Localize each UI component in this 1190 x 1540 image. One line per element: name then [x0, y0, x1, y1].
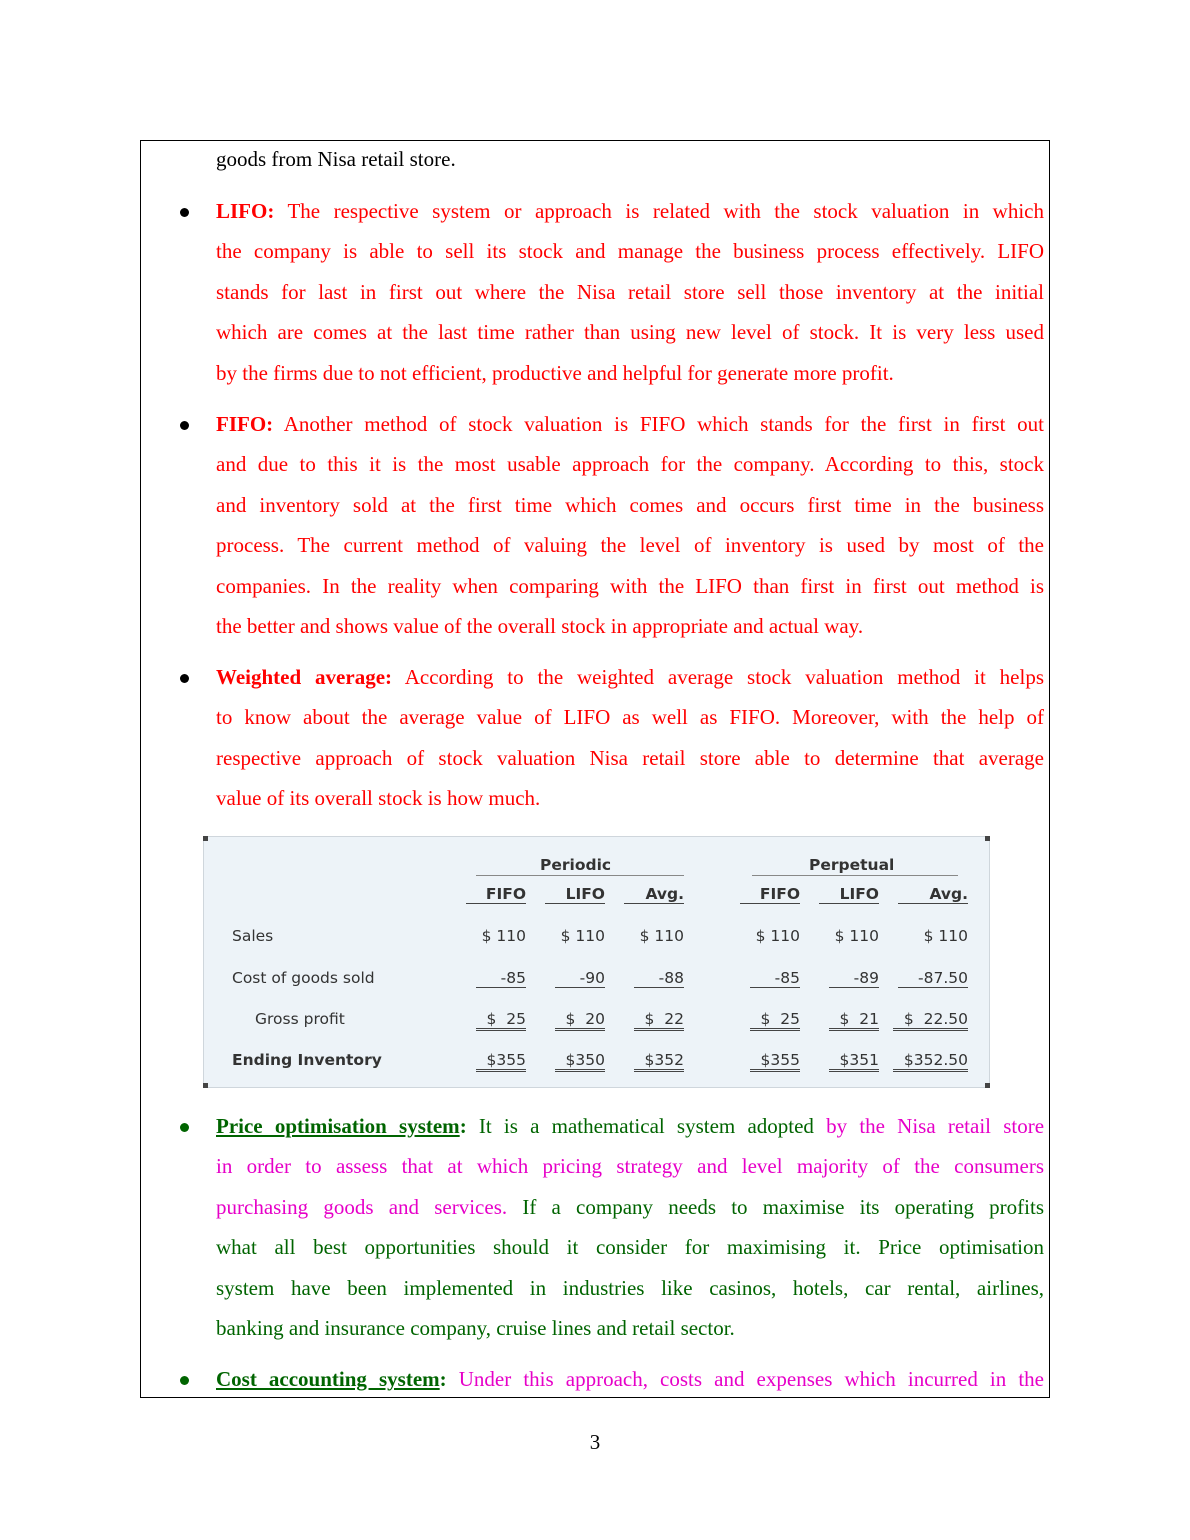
table-cell: $ 110 — [755, 927, 800, 945]
periodic-header: Periodic — [540, 856, 612, 874]
page-frame — [140, 140, 1050, 1398]
table-cell: $ 22 — [634, 1010, 684, 1031]
table-cell: $ 110 — [560, 927, 605, 945]
col-perpetual-fifo: FIFO — [740, 885, 800, 904]
bullet-dot — [180, 1376, 189, 1385]
bullet-dot — [180, 421, 189, 430]
table-cell: $ 25 — [750, 1010, 800, 1031]
figure-corner — [203, 836, 208, 841]
table-cell: -90 — [555, 969, 605, 988]
bullet-dot — [180, 1123, 189, 1132]
cost-accounting-term: Cost accounting system — [216, 1367, 440, 1391]
figure-corner — [203, 1083, 208, 1088]
po-line-6: banking and insurance company, cruise lines and retail sector. — [216, 1316, 735, 1341]
row-label-sales: Sales — [232, 927, 274, 945]
col-periodic-lifo: LIFO — [545, 885, 605, 904]
ca-line-1: Under this approach, costs and expenses which incurred in the — [458, 1367, 1044, 1391]
col-perpetual-avg: Avg. — [898, 885, 968, 904]
table-cell: $350 — [555, 1051, 605, 1072]
table-cell: $ 110 — [834, 927, 879, 945]
col-perpetual-lifo: LIFO — [819, 885, 879, 904]
table-cell: $355 — [476, 1051, 526, 1072]
table-cell: -87.50 — [898, 969, 968, 988]
perpetual-rule — [752, 875, 958, 876]
page-number: 3 — [589, 1430, 601, 1454]
po-line-5: system have been implemented in industries like casinos, hotels, car rental, airlines, — [216, 1275, 1044, 1300]
wa-line-1: According to the weighted average stock valuation method it helps — [404, 665, 1045, 689]
row-label-gross-profit: Gross profit — [255, 1010, 345, 1028]
wa-line-4: value of its overall stock is how much. — [216, 786, 541, 811]
lifo-line-4: which are comes at the last time rather than using new level of stock. It is very less used — [216, 320, 1044, 345]
fifo-line-2: and due to this it is the most usable approach for the company. According to this, stock — [216, 452, 1044, 477]
lifo-paragraph — [216, 191, 1044, 393]
table-cell: -88 — [634, 969, 684, 988]
bullet-dot — [180, 208, 189, 217]
table-cell: $351 — [829, 1051, 879, 1072]
price-optimisation-paragraph — [216, 1106, 1044, 1348]
table-cell: $ 110 — [923, 927, 968, 945]
table-cell: -85 — [750, 969, 800, 988]
stock-valuation-table-figure — [203, 836, 990, 1088]
term-colon: : — [439, 1367, 447, 1391]
term-colon: : — [459, 1114, 467, 1138]
periodic-rule — [476, 875, 684, 876]
lifo-line-2: the company is able to sell its stock and manage the business process effectively. LIFO — [216, 239, 1044, 264]
lifo-line-3: stands for last in first out where the Nisa retail store sell those inventory at the initial — [216, 279, 1044, 304]
po-line-4: what all best opportunities should it consider for maximising it. Price optimisation — [216, 1235, 1044, 1260]
fifo-line-1: Another method of stock valuation is FIFO which stands for the first in first out — [283, 412, 1044, 436]
lifo-line-1: The respective system or approach is related with the stock valuation in which — [287, 199, 1044, 223]
row-label-ending-inventory: Ending Inventory — [232, 1051, 382, 1069]
po-line-1-magenta: by the Nisa retail store — [826, 1114, 1045, 1138]
table-cell: $ 20 — [555, 1010, 605, 1031]
po-line-2: in order to assess that at which pricing strategy and level majority of the consumers — [216, 1154, 1044, 1179]
table-cell: $ 22.50 — [893, 1010, 968, 1031]
fifo-line-5: companies. In the reality when comparing with the LIFO than first in first out method is — [216, 573, 1044, 598]
fifo-line-4: process. The current method of valuing the level of inventory is used by most of the — [216, 533, 1044, 558]
fifo-line-3: and inventory sold at the first time which comes and occurs first time in the business — [216, 492, 1044, 517]
lifo-term: LIFO: — [216, 199, 275, 223]
table-cell: -89 — [829, 969, 879, 988]
table-cell: $ 21 — [829, 1010, 879, 1031]
row-label-cogs: Cost of goods sold — [232, 969, 375, 987]
cost-accounting-paragraph — [216, 1359, 1044, 1398]
fifo-term: FIFO: — [216, 412, 274, 436]
col-periodic-avg: Avg. — [624, 885, 684, 904]
fifo-paragraph — [216, 404, 1044, 646]
table-cell: $ 25 — [476, 1010, 526, 1031]
wa-line-3: respective approach of stock valuation Nisa retail store able to determine that average — [216, 745, 1044, 770]
table-cell: $ 110 — [481, 927, 526, 945]
fifo-line-6: the better and shows value of the overall stock in appropriate and actual way. — [216, 614, 864, 639]
table-cell: $352.50 — [893, 1051, 968, 1072]
bullet-dot — [180, 674, 189, 683]
figure-corner — [985, 836, 990, 841]
continuation-text: goods from Nisa retail store. — [216, 147, 456, 171]
perpetual-header: Perpetual — [809, 856, 895, 874]
table-cell: $ 110 — [639, 927, 684, 945]
po-line-1-green: It is a mathematical system adopted — [478, 1114, 814, 1138]
figure-corner — [985, 1083, 990, 1088]
weighted-average-paragraph — [216, 657, 1044, 819]
po-line-3-magenta: purchasing goods and services. — [216, 1194, 508, 1219]
table-cell: $355 — [750, 1051, 800, 1072]
col-periodic-fifo: FIFO — [466, 885, 526, 904]
wa-line-2: to know about the average value of LIFO as well as FIFO. Moreover, with the help of — [216, 705, 1044, 730]
weighted-average-term: Weighted average: — [216, 665, 393, 689]
lifo-line-5: by the firms due to not efficient, productive and helpful for generate more profit. — [216, 360, 894, 385]
table-cell: -85 — [476, 969, 526, 988]
table-cell: $352 — [634, 1051, 684, 1072]
price-optimisation-term: Price optimisation system — [216, 1114, 460, 1138]
po-line-3-green: If a company needs to maximise its operating profits — [522, 1194, 1044, 1219]
